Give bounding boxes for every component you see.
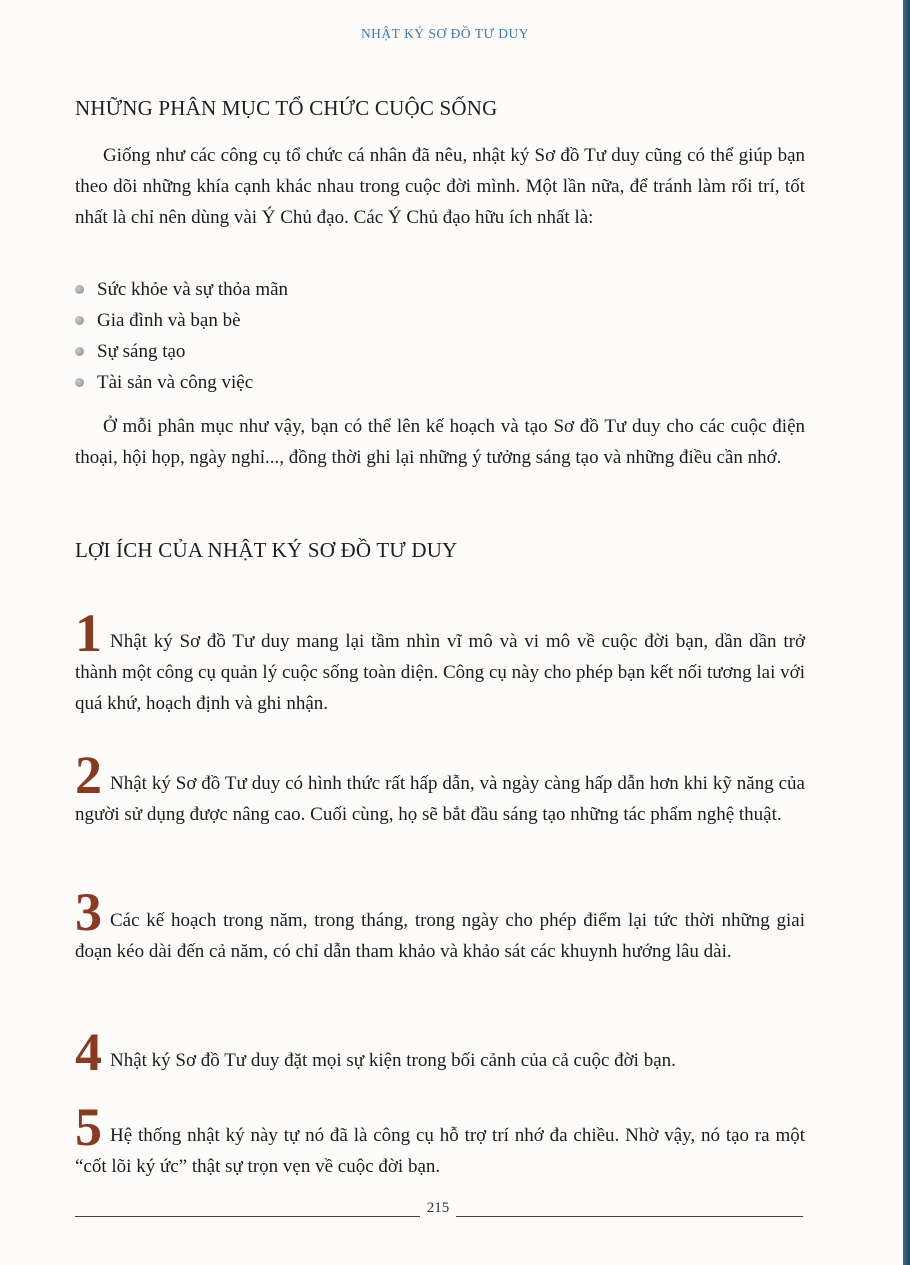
benefit-number: 4 (75, 1022, 102, 1082)
benefit-text: Nhật ký Sơ đồ Tư duy đặt mọi sự kiện trong bối cảnh của cả cuộc đời bạn. (110, 1050, 676, 1071)
page-edge (903, 0, 910, 1265)
footer-rule-right (456, 1216, 803, 1217)
list-item: Sức khỏe và sự thỏa mãn (75, 274, 288, 305)
intro-paragraph: Giống như các công cụ tổ chức cá nhân đã nêu, nhật ký Sơ đồ Tư duy cũng có thể giúp bạn theo dõi những khía cạnh khác nhau trong cuộc đời mình. Một lần nữa, để tránh làm rối trí, tốt nhất là chỉ nên dùng vài Ý Chủ đạo. Các Ý Chủ đạo hữu ích nhất là: (75, 145, 805, 228)
benefit-item-3 (75, 882, 805, 967)
benefit-number: 5 (75, 1097, 102, 1157)
section-title-organizing: NHỮNG PHÂN MỤC TỔ CHỨC CUỘC SỐNG (75, 96, 498, 120)
benefit-text: Nhật ký Sơ đồ Tư duy mang lại tầm nhìn vĩ mô và vi mô về cuộc đời bạn, dần dần trở thành một công cụ quản lý cuộc sống toàn diện. Công cụ này cho phép bạn kết nối tương lai với quá khứ, hoạch định và ghi nhận. (75, 631, 805, 714)
benefit-text: Các kế hoạch trong năm, trong tháng, trong ngày cho phép điểm lại tức thời những giai đoạn kéo dài đến cả năm, có chỉ dẫn tham khảo và khảo sát các khuynh hướng lâu dài. (75, 910, 805, 962)
list-item: Tài sản và công việc (75, 367, 288, 398)
closing-paragraph: Ở mỗi phân mục như vậy, bạn có thể lên kế hoạch và tạo Sơ đồ Tư duy cho các cuộc điện thoại, hội họp, ngày nghỉ..., đồng thời ghi lại những ý tưởng sáng tạo và những điều cần nhớ. (75, 416, 805, 468)
page-number: 215 (426, 1200, 450, 1216)
benefit-text: Hệ thống nhật ký này tự nó đã là công cụ hỗ trợ trí nhớ đa chiều. Nhờ vậy, nó tạo ra một “cốt lõi ký ức” thật sự trọn vẹn về cuộc đời bạn. (75, 1125, 805, 1177)
section-title-benefits: LỢI ÍCH CỦA NHẬT KÝ SƠ ĐỒ TƯ DUY (75, 538, 458, 562)
footer-rule-left (75, 1216, 420, 1217)
bullet-icon (75, 347, 84, 356)
benefit-number: 1 (75, 603, 102, 663)
benefit-number: 3 (75, 882, 102, 942)
bullet-list (75, 274, 288, 398)
bullet-icon (75, 316, 84, 325)
bullet-icon (75, 285, 84, 294)
benefit-item-1 (75, 603, 805, 719)
benefit-item-4 (75, 1022, 805, 1082)
benefit-number: 2 (75, 745, 102, 805)
benefit-text: Nhật ký Sơ đồ Tư duy có hình thức rất hấp dẫn, và ngày càng hấp dẫn hơn khi kỹ năng của người sử dụng được nâng cao. Cuối cùng, họ sẽ bắt đầu sáng tạo những tác phẩm nghệ thuật. (75, 773, 805, 825)
list-item: Gia đình và bạn bè (75, 305, 288, 336)
list-item: Sự sáng tạo (75, 336, 288, 367)
benefit-item-5 (75, 1097, 805, 1182)
benefit-item-2 (75, 745, 805, 830)
running-header: NHẬT KÝ SƠ ĐỒ TƯ DUY (360, 26, 530, 41)
bullet-icon (75, 378, 84, 387)
